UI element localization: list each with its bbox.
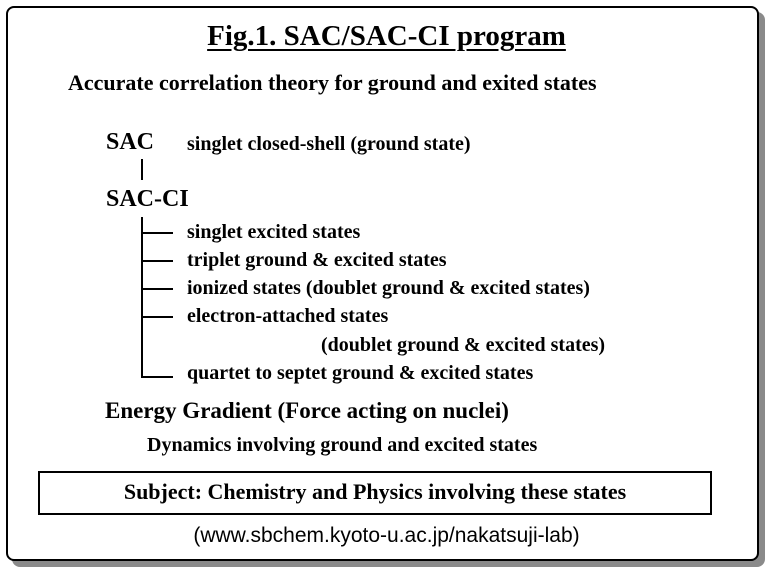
list-item: triplet ground & excited states <box>187 249 447 271</box>
energy-gradient-heading: Energy Gradient (Force acting on nuclei) <box>105 398 509 423</box>
figure-title: Fig.1. SAC/SAC-CI program <box>207 20 566 52</box>
sac-connector-line <box>141 159 143 180</box>
list-item: singlet excited states <box>187 221 361 243</box>
tree-trunk-line <box>141 217 143 378</box>
list-item: electron-attached states <box>187 305 389 327</box>
source-url: (www.sbchem.kyoto-u.ac.jp/nakatsuji-lab) <box>193 524 580 547</box>
dynamics-text: Dynamics involving ground and excited states <box>147 434 538 456</box>
sac-description: singlet closed-shell (ground state) <box>187 133 471 155</box>
subject-text: Subject: Chemistry and Physics involving these states <box>123 479 627 504</box>
tree-branch-line <box>141 288 173 290</box>
subtitle: Accurate correlation theory for ground and exited states <box>68 70 597 95</box>
tree-branch-line <box>141 376 173 378</box>
list-item: quartet to septet ground & excited states <box>187 362 534 384</box>
sac-ci-label: SAC-CI <box>106 186 189 212</box>
subject-box <box>38 471 712 515</box>
sac-label: SAC <box>106 129 155 155</box>
tree-branch-line <box>141 316 173 318</box>
tree-branch-line <box>141 260 173 262</box>
tree-branch-line <box>141 232 173 234</box>
list-item: ionized states (doublet ground & excited states) <box>187 277 590 299</box>
list-item-continuation: (doublet ground & excited states) <box>321 334 606 356</box>
